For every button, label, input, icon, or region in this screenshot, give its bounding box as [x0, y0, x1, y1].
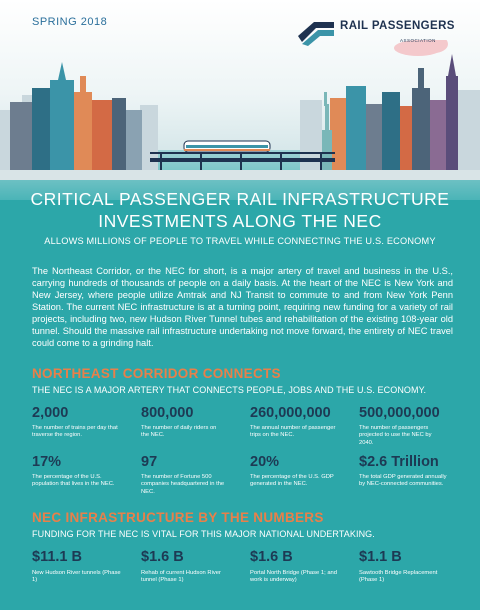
stat-value: 260,000,000 — [250, 405, 331, 421]
funding-amount: $11.1 B — [32, 549, 82, 565]
stat-value: 800,000 — [141, 405, 194, 421]
stat-description: The percentage of the U.S. GDP generated in the NEC. — [250, 474, 334, 488]
stat-description: The number of Fortune 500 companies headquartered in the NEC. — [141, 474, 225, 495]
rail-passengers-logo — [296, 14, 455, 48]
stat-item — [359, 454, 469, 489]
funding-item — [359, 549, 469, 585]
stat-value: 20% — [250, 454, 280, 470]
logo-tagline: ASSOCIATION — [400, 38, 436, 43]
funding-description: Rehab of current Hudson River tunnel (Phase 1) — [141, 570, 221, 584]
issue-date: SPRING 2018 — [32, 16, 108, 28]
stat-value: 500,000,000 — [359, 405, 440, 421]
intro-paragraph: The Northeast Corridor, or the NEC for short, is a major artery of travel and business in the U.S., carrying hundreds of thousands of people on a daily basis. At the heart of the NEC is New York and New Jersey, where people utilize Amtrak and NJ Transit to commute to and from New York Penn Station. The current NEC infrastructure is at a turning point, requiring new funding for a variety of rail projects, including two, new Hudson River Tunnel tubes and rehabilitation of the existing 108-year old tunnel. Should the massive rail infrastructure undertaking not move forward, the entirety of NEC travel could come to a grinding halt. — [32, 266, 453, 348]
page-subtitle: ALLOWS MILLIONS OF PEOPLE TO TRAVEL WHILE CONNECTING THE U.S. ECONOMY — [44, 236, 436, 246]
funding-description: Sawtooth Bridge Replacement (Phase 1) — [359, 570, 438, 584]
funding-amount: $1.6 B — [141, 549, 184, 565]
stat-description: The percentage of the U.S. population that lives in the NEC. — [32, 474, 115, 488]
stat-description: The total GDP generated annually by NEC-connected communities. — [359, 474, 447, 488]
section-subtitle-connects: THE NEC IS A MAJOR ARTERY THAT CONNECTS PEOPLE, JOBS AND THE U.S. ECONOMY. — [32, 385, 427, 395]
city-skyline-illustration — [0, 40, 480, 180]
logo-wordmark: RAIL PASSENGERS — [340, 20, 455, 32]
stat-value: 97 — [141, 454, 158, 470]
stat-description: The number of daily riders on the NEC. — [141, 425, 217, 439]
section-subtitle-infrastructure: FUNDING FOR THE NEC IS VITAL FOR THIS MAJOR NATIONAL UNDERTAKING. — [32, 529, 375, 539]
funding-description: Portal North Bridge (Phase 1; and work is underway) — [250, 570, 338, 584]
stat-description: The annual number of passenger trips on the NEC. — [250, 425, 336, 439]
stat-value: $2.6 Trillion — [359, 454, 439, 470]
funding-description: New Hudson River tunnels (Phase 1) — [32, 570, 121, 584]
section-title-infrastructure: NEC INFRASTRUCTURE BY THE NUMBERS — [32, 510, 324, 525]
stat-value: 17% — [32, 454, 62, 470]
section-title-connects: NORTHEAST CORRIDOR CONNECTS — [32, 366, 281, 381]
funding-amount: $1.1 B — [359, 549, 402, 565]
stat-value: 2,000 — [32, 405, 69, 421]
stat-item — [250, 454, 360, 489]
stat-item — [250, 405, 360, 440]
stat-item — [141, 454, 251, 496]
funding-item — [141, 549, 251, 585]
funding-item — [32, 549, 142, 585]
stat-item — [32, 405, 142, 440]
funding-item — [250, 549, 360, 585]
stat-item — [32, 454, 142, 489]
stat-description: The number of trains per day that traverse the region. — [32, 425, 118, 439]
page-title-line-2: INVESTMENTS ALONG THE NEC — [98, 211, 382, 231]
funding-amount: $1.6 B — [250, 549, 293, 565]
page-title-line-1: CRITICAL PASSENGER RAIL INFRASTRUCTURE — [30, 189, 450, 209]
stat-item — [359, 405, 469, 447]
stat-description: The number of passengers projected to use the NEC by 2040. — [359, 425, 432, 446]
rail-logo-icon — [296, 14, 336, 48]
stat-item — [141, 405, 251, 440]
